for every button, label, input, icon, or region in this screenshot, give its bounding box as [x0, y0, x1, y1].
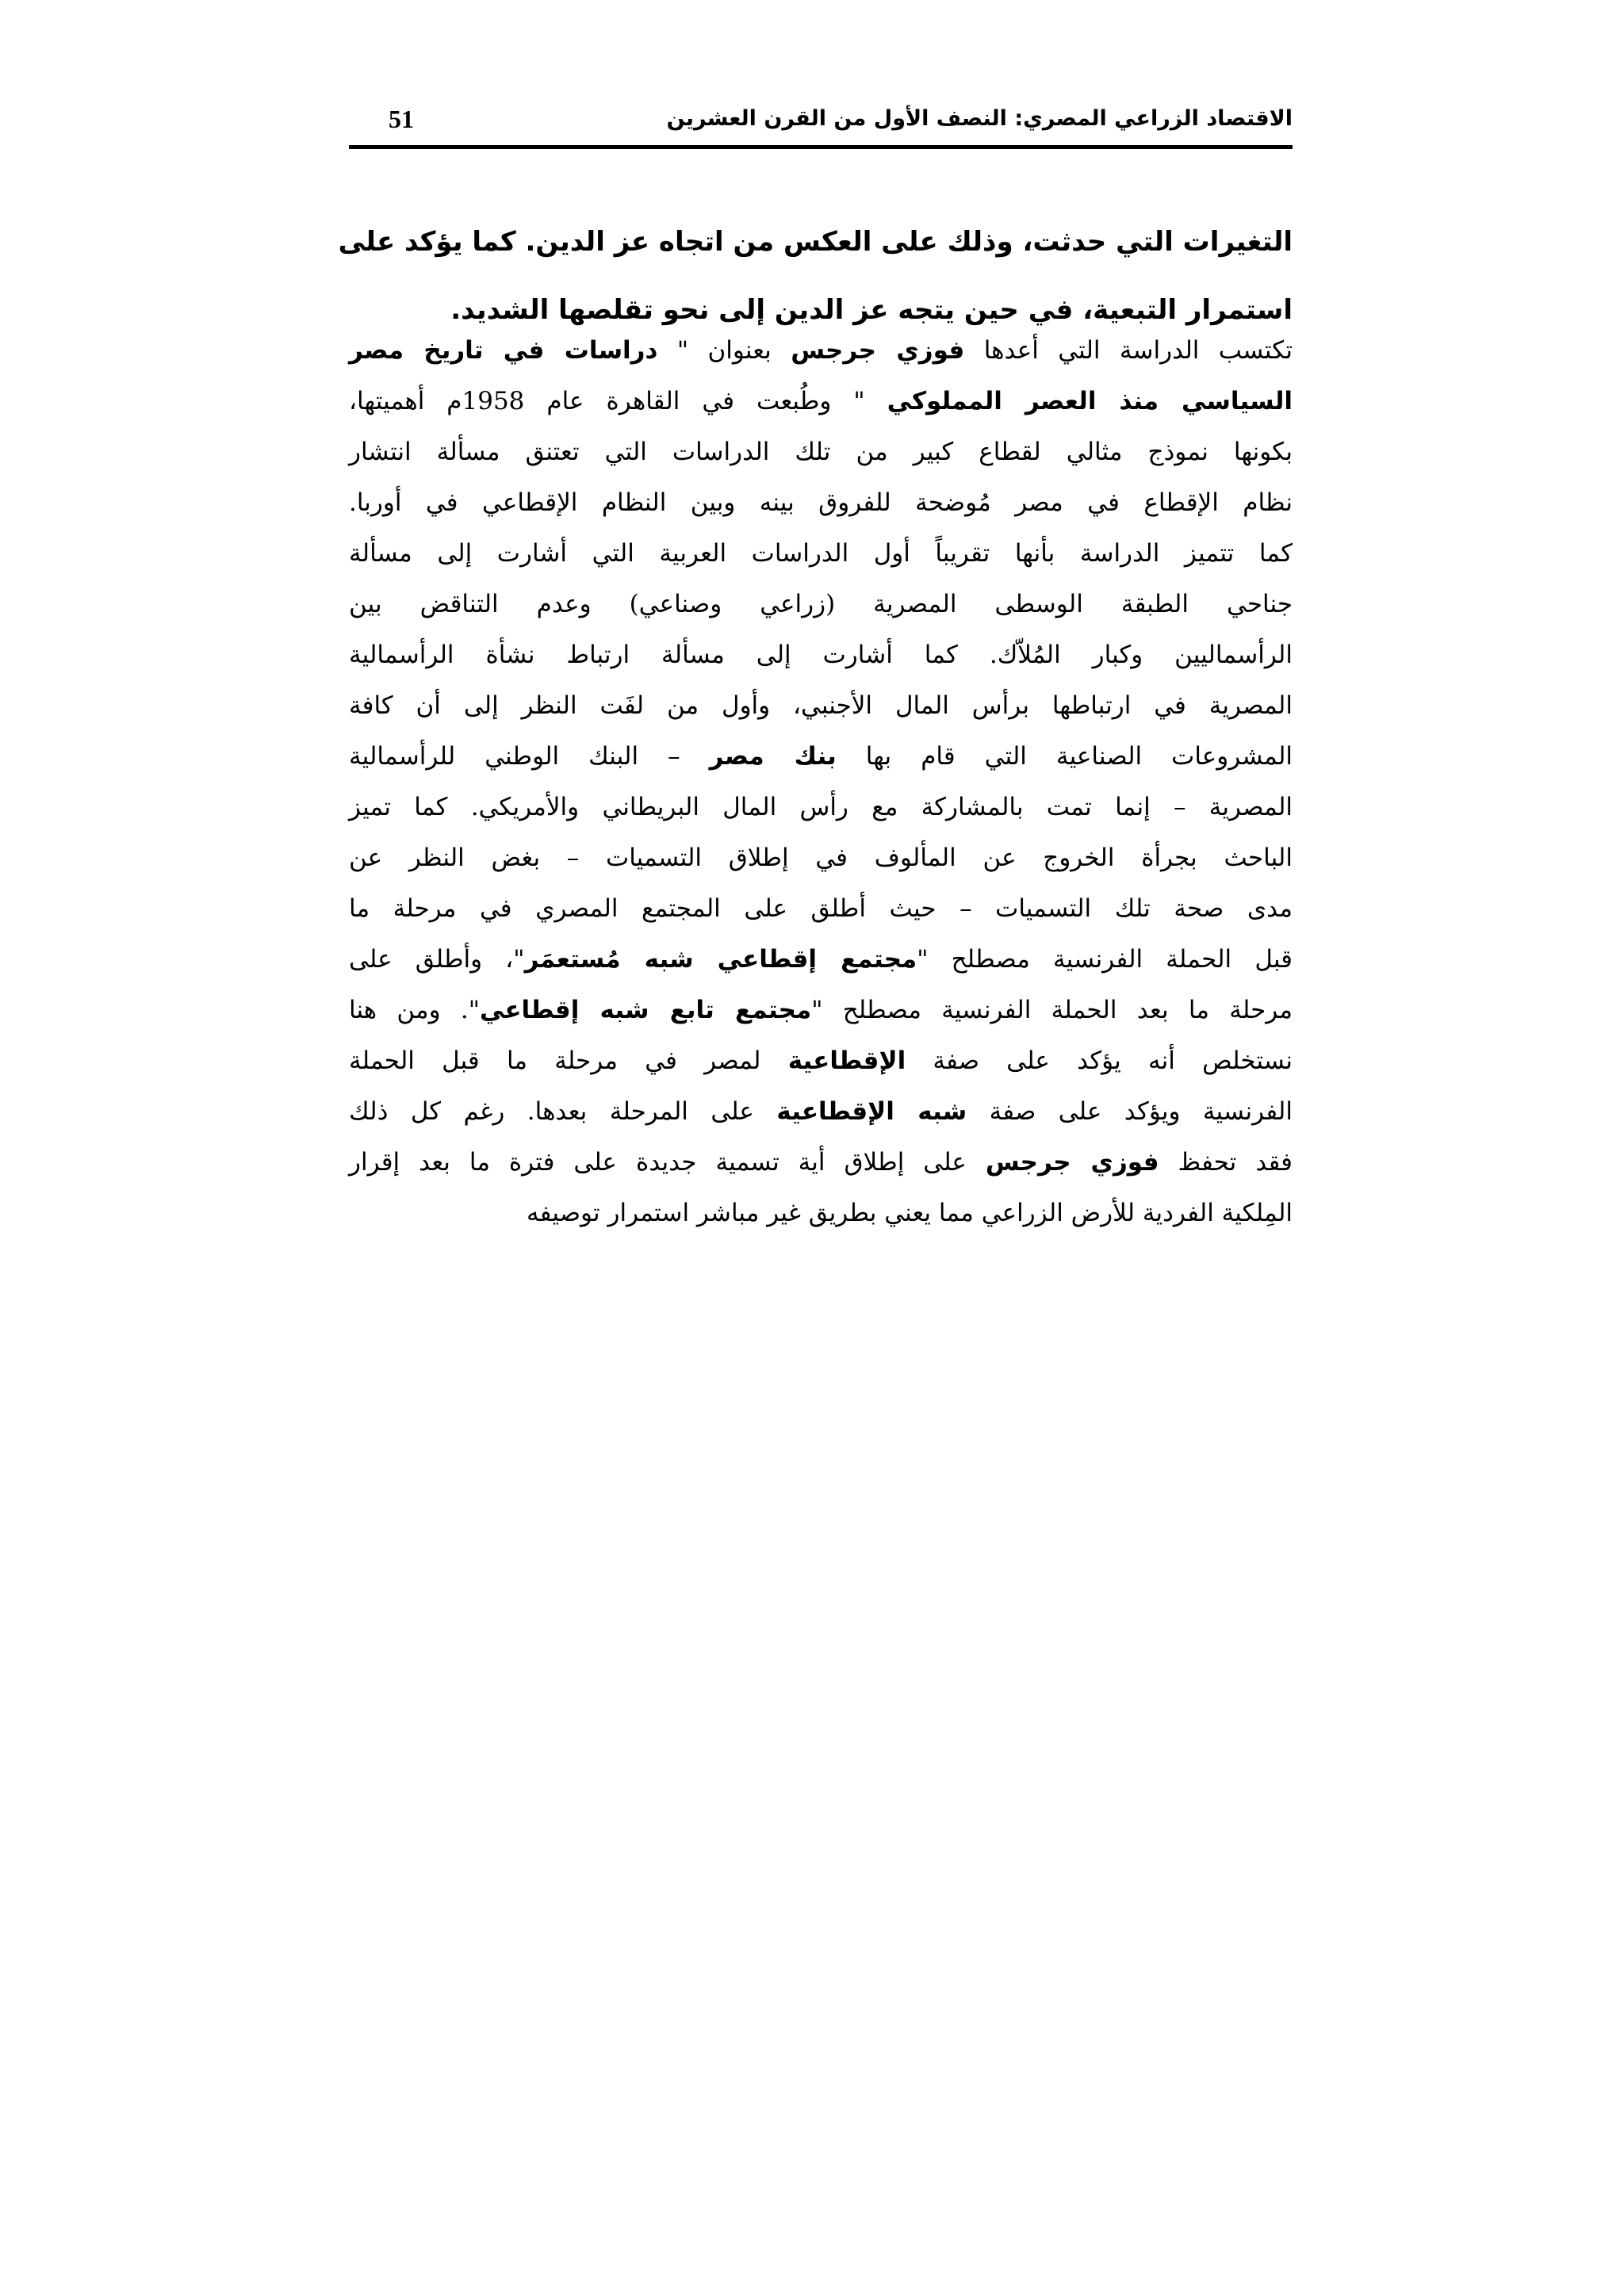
text-run: ". ومن هنا	[349, 996, 481, 1024]
text-run: جناحي الطبقة الوسطى المصرية (زراعي وصناعي) وعدم التناقض بين	[349, 590, 1293, 618]
text-run: فقد تحفظ	[1159, 1148, 1293, 1177]
paragraph-line	[349, 731, 1293, 782]
emphasized-text: دراسات في تاريخ مصر	[349, 336, 658, 365]
paragraph-line	[349, 1035, 1293, 1086]
emphasized-text: فوزي جرجس	[985, 1148, 1159, 1177]
emphasized-text: فوزي جرجس	[791, 336, 965, 365]
text-run: الباحث بجرأة الخروج عن المألوف في إطلاق التسميات – بغض النظر عن	[349, 844, 1293, 872]
paragraph-line	[349, 832, 1293, 883]
text-run: الفرنسية ويؤكد على صفة	[967, 1097, 1293, 1126]
emphasized-text: شبه الإقطاعية	[776, 1097, 967, 1126]
paragraph-line	[349, 477, 1293, 528]
paragraph-line	[349, 629, 1293, 680]
text-run: بكونها نموذج مثالي لقطاع كبير من تلك الدراسات التي تعتنق مسألة انتشار	[349, 438, 1293, 466]
text-run: مرحلة ما بعد الحملة الفرنسية مصطلح "	[811, 996, 1293, 1024]
text-run: لمصر في مرحلة ما قبل الحملة	[349, 1047, 788, 1075]
paragraph-line	[349, 1188, 1293, 1238]
emphasized-text: مجتمع إقطاعي شبه مُستعمَر	[524, 945, 917, 974]
page-number: 51	[389, 105, 414, 133]
emphasized-text: الإقطاعية	[787, 1047, 906, 1075]
text-run: على المرحلة بعدها. رغم كل ذلك	[349, 1097, 777, 1126]
paragraph-line	[349, 376, 1293, 427]
emphasized-text: مجتمع تابع شبه إقطاعي	[480, 996, 812, 1024]
paragraph-line	[349, 680, 1293, 731]
text-run: قبل الحملة الفرنسية مصطلح "	[917, 945, 1293, 974]
header-rule	[349, 145, 1293, 149]
text-run: تكتسب الدراسة التي أعدها	[964, 336, 1293, 365]
text-run: نستخلص أنه يؤكد على صفة	[906, 1047, 1293, 1075]
text-run: "، وأطلق على	[349, 945, 525, 974]
text-run: المصرية – إنما تمت بالمشاركة مع رأس المال البريطاني والأمريكي. كما تميز	[349, 793, 1293, 821]
intro-line: التغيرات التي حدثت، وذلك على العكس من اتجاه عز الدين. كما يؤكد على	[338, 226, 1293, 258]
emphasized-text: السياسي منذ العصر المملوكي	[887, 387, 1293, 415]
paragraph-line	[349, 883, 1293, 934]
text-run: بعنوان "	[657, 336, 791, 365]
paragraph-line	[349, 528, 1293, 579]
paragraph-line	[349, 934, 1293, 985]
page-header	[349, 95, 1293, 151]
intro-line: استمرار التبعية، في حين يتجه عز الدين إلى نحو تقلصها الشديد.	[450, 294, 1293, 326]
text-run: المشروعات الصناعية التي قام بها	[836, 742, 1293, 771]
paragraph-line	[349, 985, 1293, 1035]
text-run: نظام الإقطاع في مصر مُوضحة للفروق بينه وبين النظام الإقطاعي في أوربا.	[349, 488, 1293, 517]
text-run: – البنك الوطني للرأسمالية	[349, 742, 710, 771]
body-paragraph	[349, 325, 1293, 1238]
text-run: الرأسماليين وكبار المُلاّك. كما أشارت إلى مسألة ارتباط نشأة الرأسمالية	[349, 641, 1293, 669]
text-run: المصرية في ارتباطها برأس المال الأجنبي، وأول من لفَت النظر إلى أن كافة	[349, 691, 1293, 720]
running-title: الاقتصاد الزراعي المصري: النصف الأول من القرن العشرين	[666, 106, 1293, 131]
text-run: " وطُبعت في القاهرة عام 1958م أهميتها،	[349, 387, 887, 415]
paragraph-line	[349, 325, 1293, 376]
emphasized-text: بنك مصر	[709, 742, 837, 771]
paragraph-line	[349, 782, 1293, 832]
text-run: المِلكية الفردية للأرض الزراعي مما يعني بطريق غير مباشر استمرار توصيفه	[527, 1199, 1293, 1227]
paragraph-line	[349, 579, 1293, 629]
text-run: مدى صحة تلك التسميات – حيث أطلق على المجتمع المصري في مرحلة ما	[349, 894, 1293, 923]
paragraph-line	[349, 1086, 1293, 1137]
paragraph-line	[349, 1137, 1293, 1188]
text-run: على إطلاق أية تسمية جديدة على فترة ما بعد إقرار	[349, 1148, 986, 1177]
text-run: كما تتميز الدراسة بأنها تقريباً أول الدراسات العربية التي أشارت إلى مسألة	[349, 539, 1293, 568]
paragraph-line	[349, 427, 1293, 477]
intro-paragraph	[338, 208, 1293, 344]
